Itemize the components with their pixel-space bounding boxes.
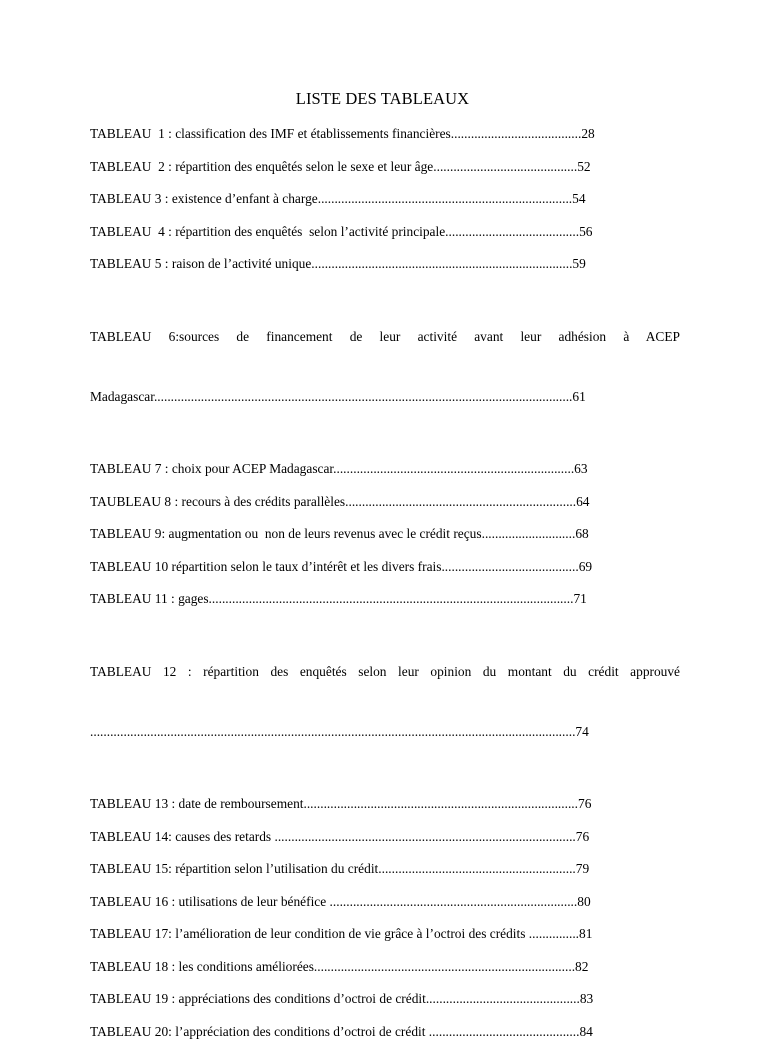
toc-entry-7: TABLEAU 7 : choix pour ACEP Madagascar........................................................................63 — [90, 461, 588, 476]
table-list — [90, 124, 680, 1054]
toc-entry-19: TABLEAU 19 : appréciations des conditions d’octroi de crédit..............................................83 — [90, 991, 594, 1006]
toc-entry-17: TABLEAU 17: l’amélioration de leur condition de vie grâce à l’octroi des crédits ...............81 — [90, 926, 593, 941]
toc-entry-11: TABLEAU 11 : gages.............................................................................................................71 — [90, 591, 587, 606]
toc-entry-20: TABLEAU 20: l’appréciation des conditions d’octroi de crédit .............................................84 — [90, 1023, 593, 1039]
toc-entry-10: TABLEAU 10 répartition selon le taux d’intérêt et les divers frais.........................................69 — [90, 558, 593, 574]
toc-entry-6-line-1: TABLEAU 6:sources de financement de leur activité avant leur adhésion à ACEP — [90, 328, 680, 344]
toc-entry-2: TABLEAU 2 : répartition des enquêtés selon le sexe et leur âge...........................................52 — [90, 158, 591, 174]
page-title: LISTE DES TABLEAUX — [295, 89, 470, 108]
toc-entry-16: TABLEAU 16 : utilisations de leur bénéfice ..........................................................................80 — [90, 893, 591, 909]
toc-entry-8: TAUBLEAU 8 : recours à des crédits parallèles.....................................................................64 — [90, 493, 590, 509]
toc-entry-12 — [90, 622, 680, 782]
toc-entry-6-line-2: Madagascar.............................................................................................................................61 — [90, 388, 586, 404]
toc-entry-12-line-2: .................................................................................................................................................74 — [90, 723, 589, 739]
toc-entry-9: TABLEAU 9: augmentation ou non de leurs revenus avec le crédit reçus............................68 — [90, 526, 589, 541]
toc-entry-4: TABLEAU 4 : répartition des enquêtés selon l’activité principale........................................56 — [90, 223, 593, 239]
toc-entry-3: TABLEAU 3 : existence d’enfant à charge............................................................................54 — [90, 191, 586, 206]
toc-entry-18: TABLEAU 18 : les conditions améliorées..............................................................................82 — [90, 958, 589, 974]
toc-entry-5: TABLEAU 5 : raison de l’activité unique..............................................................................59 — [90, 256, 586, 271]
toc-entry-6 — [90, 287, 680, 447]
toc-entry-12-line-1: TABLEAU 12 : répartition des enquêtés selon leur opinion du montant du crédit approuvé — [90, 663, 680, 679]
toc-entry-14: TABLEAU 14: causes des retards ..........................................................................................76 — [90, 828, 590, 844]
toc-entry-15: TABLEAU 15: répartition selon l’utilisation du crédit...........................................................79 — [90, 861, 590, 876]
toc-entry-1: TABLEAU 1 : classification des IMF et établissements financières.......................................28 — [90, 126, 595, 141]
toc-entry-13: TABLEAU 13 : date de remboursement..................................................................................76 — [90, 796, 592, 811]
